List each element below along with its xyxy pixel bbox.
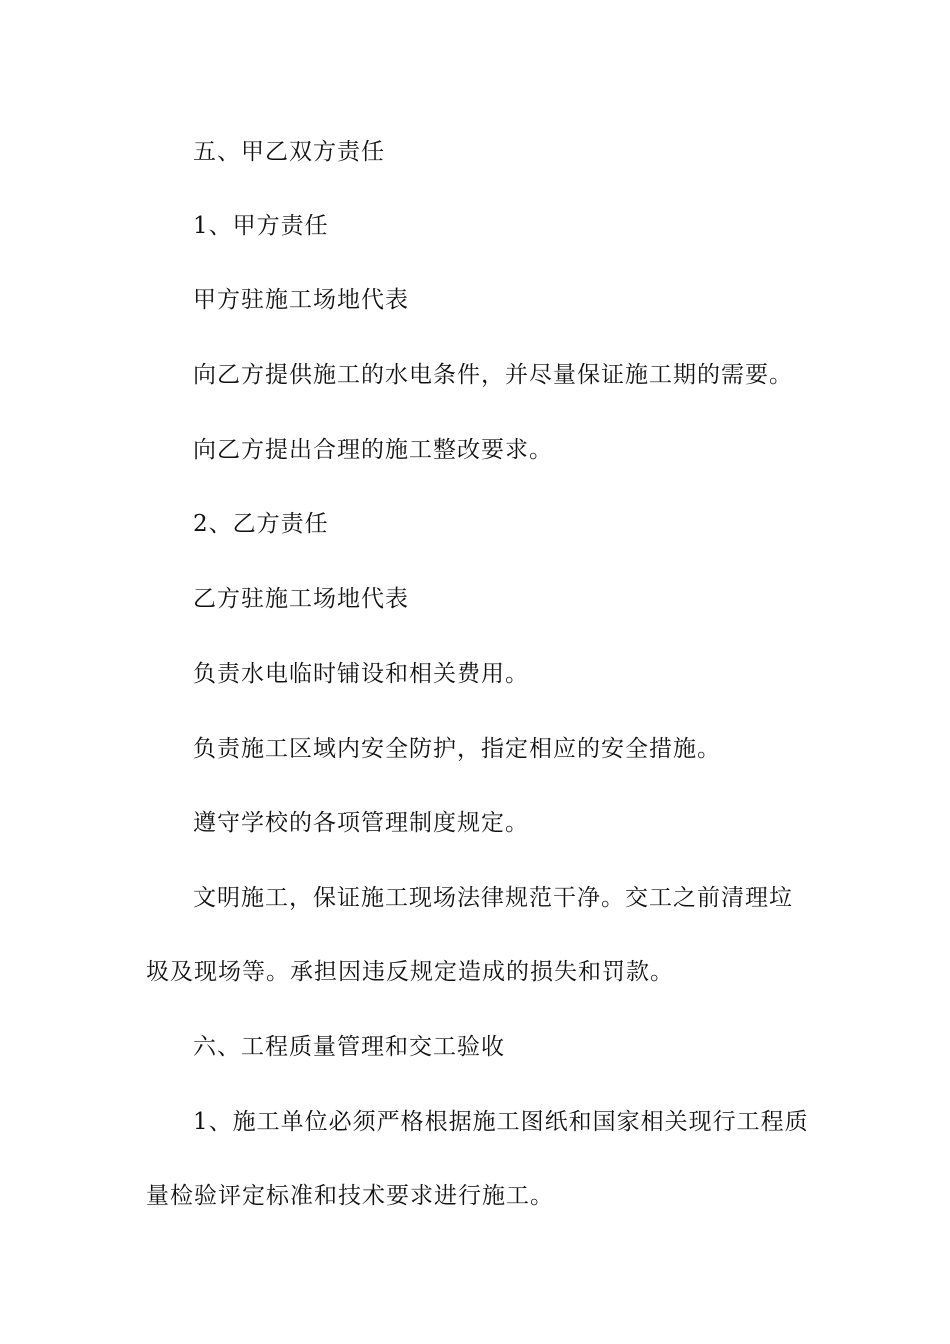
section-heading-quality: 六、工程质量管理和交工验收 <box>193 1034 505 1060</box>
paragraph: 负责水电临时铺设和相关费用。 <box>193 661 529 687</box>
subheading-party-a: 1、甲方责任 <box>193 213 329 239</box>
paragraph: 文明施工，保证施工现场法律规范干净。交工之前清理垃 <box>193 885 793 911</box>
paragraph: 负责施工区域内安全防护，指定相应的安全措施。 <box>193 736 721 762</box>
paragraph: 乙方驻施工场地代表 <box>193 586 409 612</box>
section-heading-responsibilities: 五、甲乙双方责任 <box>193 139 385 165</box>
paragraph: 向乙方提出合理的施工整改要求。 <box>193 437 553 463</box>
paragraph-continuation: 量检验评定标准和技术要求进行施工。 <box>146 1183 554 1209</box>
paragraph: 1、施工单位必须严格根据施工图纸和国家相关现行工程质 <box>193 1109 809 1135</box>
paragraph-continuation: 圾及现场等。承担因违反规定造成的损失和罚款。 <box>146 959 674 985</box>
paragraph: 遵守学校的各项管理制度规定。 <box>193 810 529 836</box>
subheading-party-b: 2、乙方责任 <box>193 511 329 537</box>
paragraph: 甲方驻施工场地代表 <box>193 287 409 313</box>
paragraph: 向乙方提供施工的水电条件，并尽量保证施工期的需要。 <box>193 362 793 388</box>
